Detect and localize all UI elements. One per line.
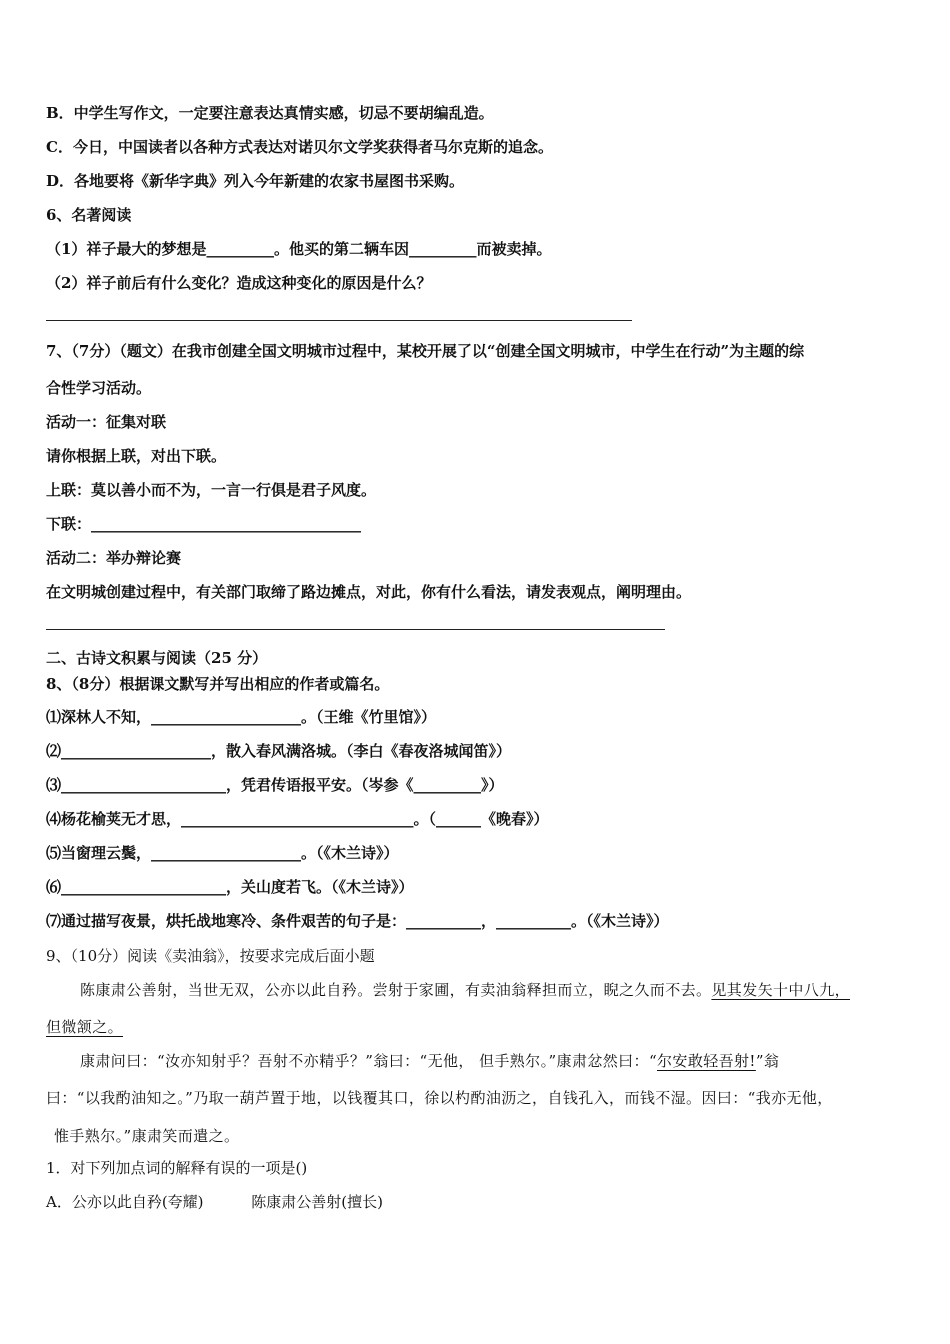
q7-intro-line2: 合性学习活动。 <box>46 379 152 397</box>
q9-passage-line2 <box>46 1017 910 1037</box>
q7-lower-couplet: 下联：____________________________________ <box>46 515 362 533</box>
q7-answer-line <box>46 629 665 630</box>
q9-underlined-phrase-1: 见其发矢十中八九， <box>711 981 851 999</box>
q7-intro-line1: 7、（7分）（题文）在我市创建全国文明城市过程中，某校开展了以“创建全国文明城市，中学生在行动”为主题的综 <box>46 342 805 360</box>
q6-part1: （1）祥子最大的梦想是_________。他买的第二辆车因_________而被卖掉。 <box>46 240 552 258</box>
q9-passage-text: 康肃问曰：“汝亦知射乎？吾射不亦精乎？”翁曰：“无他， 但手熟尔。”康肃忿然曰：“ <box>80 1052 658 1070</box>
q9-passage-line3 <box>80 1051 910 1071</box>
q9-underlined-phrase-2: 尔安敢轻吾射! <box>657 1052 756 1070</box>
q8-item2: ⑵____________________，散入春风满洛城。（李白《春夜洛城闻笛》） <box>46 742 512 760</box>
q8-item7: ⑺通过描写夜景，烘托战地寒冷、条件艰苦的句子是：__________，__________。（《木兰诗》） <box>46 912 669 930</box>
q8-item5: ⑸当窗理云鬓，____________________。（《木兰诗》） <box>46 844 399 862</box>
q8-title: 8、（8分）根据课文默写并写出相应的作者或篇名。 <box>46 675 390 693</box>
q9-passage-line4: 曰：“以我酌油知之。”乃取一葫芦置于地，以钱覆其口，徐以杓酌油沥之，自钱孔入，而钱不湿。因曰：“我亦无他， <box>46 1089 833 1107</box>
q5-option-d: D．各地要将《新华字典》列入今年新建的农家书屋图书采购。 <box>46 172 465 190</box>
q6-title: 6、名著阅读 <box>46 206 132 224</box>
q8-item1: ⑴深林人不知，____________________。（王维《竹里馆》） <box>46 708 437 726</box>
section-2-heading: 二、古诗文积累与阅读（25 分） <box>46 649 268 667</box>
q8-item6: ⑹______________________，关山度若飞。（《木兰诗》） <box>46 878 414 896</box>
q7-debate-prompt: 在文明城创建过程中，有关部门取缔了路边摊点，对此，你有什么看法，请发表观点，阐明理由。 <box>46 583 692 601</box>
q9-title: 9、（10分）阅读《卖油翁》，按要求完成后面小题 <box>46 947 375 965</box>
q6-answer-line <box>46 320 632 321</box>
q9-subquestion1: 1．对下列加点词的解释有误的一项是() <box>46 1159 308 1177</box>
q8-item4: ⑷杨花榆荚无才思，_______________________________。（______《晚春》） <box>46 810 549 828</box>
q7-activity1: 活动一：征集对联 <box>46 413 167 431</box>
q7-upper-couplet: 上联：莫以善小而不为，一言一行俱是君子风度。 <box>46 481 377 499</box>
q9-passage-line5: 惟手熟尔。”康肃笑而遣之。 <box>54 1127 240 1145</box>
q7-activity2: 活动二：举办辩论赛 <box>46 549 182 567</box>
q5-option-b: B．中学生写作文，一定要注意表达真情实感，切忌不要胡编乱造。 <box>46 104 494 122</box>
q5-option-c: C．今日，中国读者以各种方式表达对诺贝尔文学奖获得者马尔克斯的追念。 <box>46 138 553 156</box>
q9-passage-text: ”翁 <box>755 1052 780 1070</box>
q9-underlined-phrase-1-end: 但微颔之。 <box>46 1018 124 1036</box>
q9-passage-text: 陈康肃公善射，当世无双，公亦以此自矜。尝射于家圃，有卖油翁释担而立，睨之久而不去。 <box>80 981 712 999</box>
q9-passage-line1 <box>80 980 910 1000</box>
q6-part2: （2）祥子前后有什么变化？造成这种变化的原因是什么？ <box>46 274 432 292</box>
q8-item3: ⑶______________________，凭君传语报平安。（岑参《_________》） <box>46 776 504 794</box>
q7-instruction: 请你根据上联，对出下联。 <box>46 447 227 465</box>
q9-option-a: A．公亦以此自矜(夸耀) 陈康肃公善射(擅长) <box>46 1193 383 1211</box>
